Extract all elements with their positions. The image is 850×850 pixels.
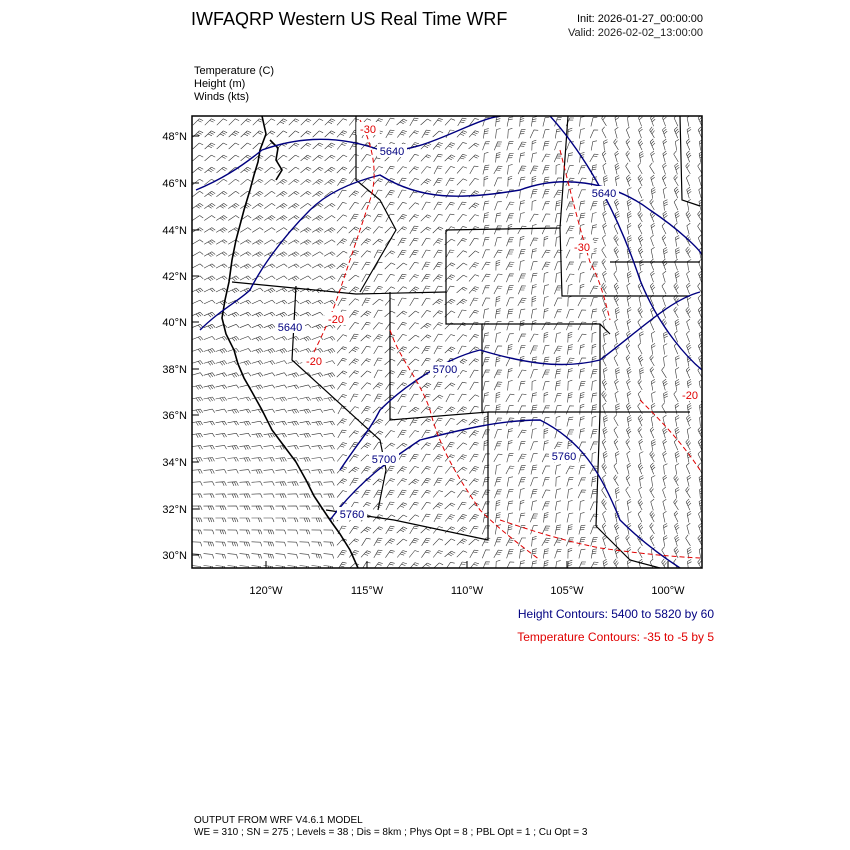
contour-label: 5640 bbox=[591, 188, 617, 200]
map-title: IWFAQRP Western US Real Time WRF bbox=[191, 9, 508, 29]
contour-label: -30 bbox=[360, 124, 376, 136]
lat-label: 44°N bbox=[162, 225, 187, 237]
contour-label: 5700 bbox=[371, 454, 397, 466]
init-time: Init: 2026-01-27_00:00:00 bbox=[577, 13, 703, 25]
height-contour-legend: Height Contours: 5400 to 5820 by 60 bbox=[517, 607, 714, 621]
lat-label: 40°N bbox=[162, 317, 187, 329]
field-label-winds: Winds (kts) bbox=[194, 91, 249, 103]
lon-label: 115°W bbox=[350, 585, 384, 597]
contour-label: 5640 bbox=[379, 146, 405, 158]
lat-label: 38°N bbox=[162, 364, 187, 376]
lon-label: 120°W bbox=[249, 585, 283, 597]
lat-label: 42°N bbox=[162, 271, 187, 283]
lat-label: 32°N bbox=[162, 504, 187, 516]
contour-label: -20 bbox=[306, 356, 322, 368]
model-info-line: OUTPUT FROM WRF V4.6.1 MODEL bbox=[194, 815, 363, 826]
contour-label: 5760 bbox=[551, 451, 577, 463]
lon-label: 110°W bbox=[450, 585, 484, 597]
lat-label: 34°N bbox=[162, 457, 187, 469]
valid-time: Valid: 2026-02-02_13:00:00 bbox=[568, 27, 703, 39]
contour-label: 5640 bbox=[277, 322, 303, 334]
contour-label: -20 bbox=[328, 314, 344, 326]
field-label-height: Height (m) bbox=[194, 78, 246, 90]
lat-label: 46°N bbox=[162, 178, 187, 190]
contour-label: -20 bbox=[682, 390, 698, 402]
lat-label: 48°N bbox=[162, 131, 187, 143]
model-config-line: WE = 310 ; SN = 275 ; Levels = 38 ; Dis = 8km ; Phys Opt = 8 ; PBL Opt = 1 ; Cu Opt = 3 bbox=[194, 827, 588, 838]
lat-label: 30°N bbox=[162, 550, 187, 562]
lon-label: 105°W bbox=[550, 585, 584, 597]
contour-label: 5760 bbox=[339, 509, 365, 521]
lat-label: 36°N bbox=[162, 410, 187, 422]
field-label-temperature: Temperature (C) bbox=[194, 65, 275, 77]
contour-label: -30 bbox=[574, 242, 590, 254]
contour-label: 5700 bbox=[432, 364, 458, 376]
lon-label: 100°W bbox=[651, 585, 685, 597]
temperature-contour-legend: Temperature Contours: -35 to -5 by 5 bbox=[517, 630, 714, 644]
